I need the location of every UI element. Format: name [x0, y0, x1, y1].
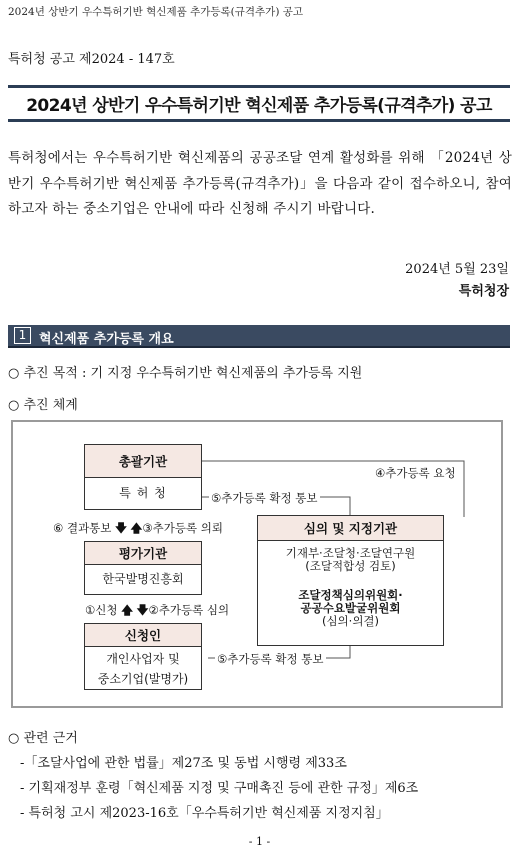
title-rule-top: [8, 85, 510, 88]
box-applicant-line1: 개인사업자 및: [106, 652, 180, 666]
review-line5: (심의·의결): [321, 614, 380, 628]
label-apply-text: ①신청: [85, 603, 118, 617]
notice-title: 2024년 상반기 우수특허기반 혁신제품 추가등록(규격추가) 공고: [26, 96, 492, 116]
notice-date: 2024년 5월 23일: [405, 262, 509, 277]
label-request-review-text: ③추가등록 의뢰: [142, 521, 223, 535]
box-eval-head: 평가기관: [85, 542, 201, 565]
section-title: 혁신제품 추가등록 개요: [39, 332, 174, 347]
purpose-line: ○ 추진 목적 : 기 지정 우수특허기반 혁신제품의 추가등록 지원: [8, 366, 363, 381]
review-line2: (조달적합성 검토): [305, 559, 396, 573]
box-applicant-head: 신청인: [85, 624, 201, 647]
label-request: ④추가등록 요청: [375, 466, 456, 480]
box-review-agency: [257, 515, 444, 646]
box-applicant-body: [85, 647, 201, 689]
label-confirm-top: ⑤추가등록 확정 통보: [211, 491, 318, 505]
box-review-head: 심의 및 지정기관: [258, 516, 443, 541]
box-applicant-line2: 중소기업(발명가): [97, 672, 189, 686]
box-applicant: [84, 623, 202, 690]
box-eval-agency: [84, 541, 202, 595]
notice-signer: 특허청장: [458, 284, 509, 299]
label-confirm-bottom: ⑤추가등록 확정 통보: [217, 652, 324, 666]
arrow-up-icon: 🡅: [130, 521, 143, 535]
label-result-notice: [53, 520, 223, 540]
box-review-body: [258, 541, 443, 628]
basis-label: ○ 관련 근거: [8, 731, 78, 746]
title-rule-bottom: [8, 119, 510, 122]
review-line3: 조달정책심의위원회·: [298, 588, 403, 602]
label-result-notice-text: ⑥ 결과통보: [53, 521, 112, 535]
intro-paragraph: 특허청에서는 우수특허기반 혁신제품의 공공조달 연계 활성화를 위해 「2024년 상반기 우수특허기반 혁신제품 추가등록(규격추가)」을 다음과 같이 접수하오니, 참여하고자 하는 중소기업은 안내에 따라 신청해 주시기 바랍니다.: [8, 150, 512, 217]
box-general-agency: [84, 444, 202, 510]
label-apply-review: [85, 602, 229, 622]
basis-item: -「조달사업에 관한 법률」제27조 및 동법 시행령 제33조: [20, 756, 347, 771]
arrow-down-icon: 🡇: [115, 521, 127, 535]
box-general-head: 총괄기관: [85, 445, 201, 478]
arrow-down-icon: 🡇: [136, 603, 149, 617]
process-diagram: [11, 420, 503, 708]
basis-item: - 기획재정부 훈령「혁신제품 지정 및 구매촉진 등에 관한 규정」제6조: [20, 781, 419, 796]
page-number: - 1 -: [248, 835, 271, 848]
label-review-addreg-text: ②추가등록 심의: [148, 603, 230, 617]
section-number-badge: 1: [14, 327, 31, 344]
system-label: ○ 추진 체계: [8, 398, 78, 413]
box-general-body: 특 허 청: [119, 486, 167, 500]
review-line1: 기재부·조달청·조달연구원: [285, 546, 416, 560]
running-header: 2024년 상반기 우수특허기반 혁신제품 추가등록(규격추가) 공고: [8, 6, 304, 18]
review-line4: 공공수요발굴위원회: [300, 601, 401, 615]
arrow-up-icon: 🡅: [121, 603, 134, 617]
box-eval-body: 한국발명진흥회: [102, 572, 184, 586]
notice-number: 특허청 공고 제2024 - 147호: [8, 52, 175, 67]
basis-item: - 특허청 고시 제2023-16호「우수특허기반 혁신제품 지정지침」: [20, 806, 389, 821]
